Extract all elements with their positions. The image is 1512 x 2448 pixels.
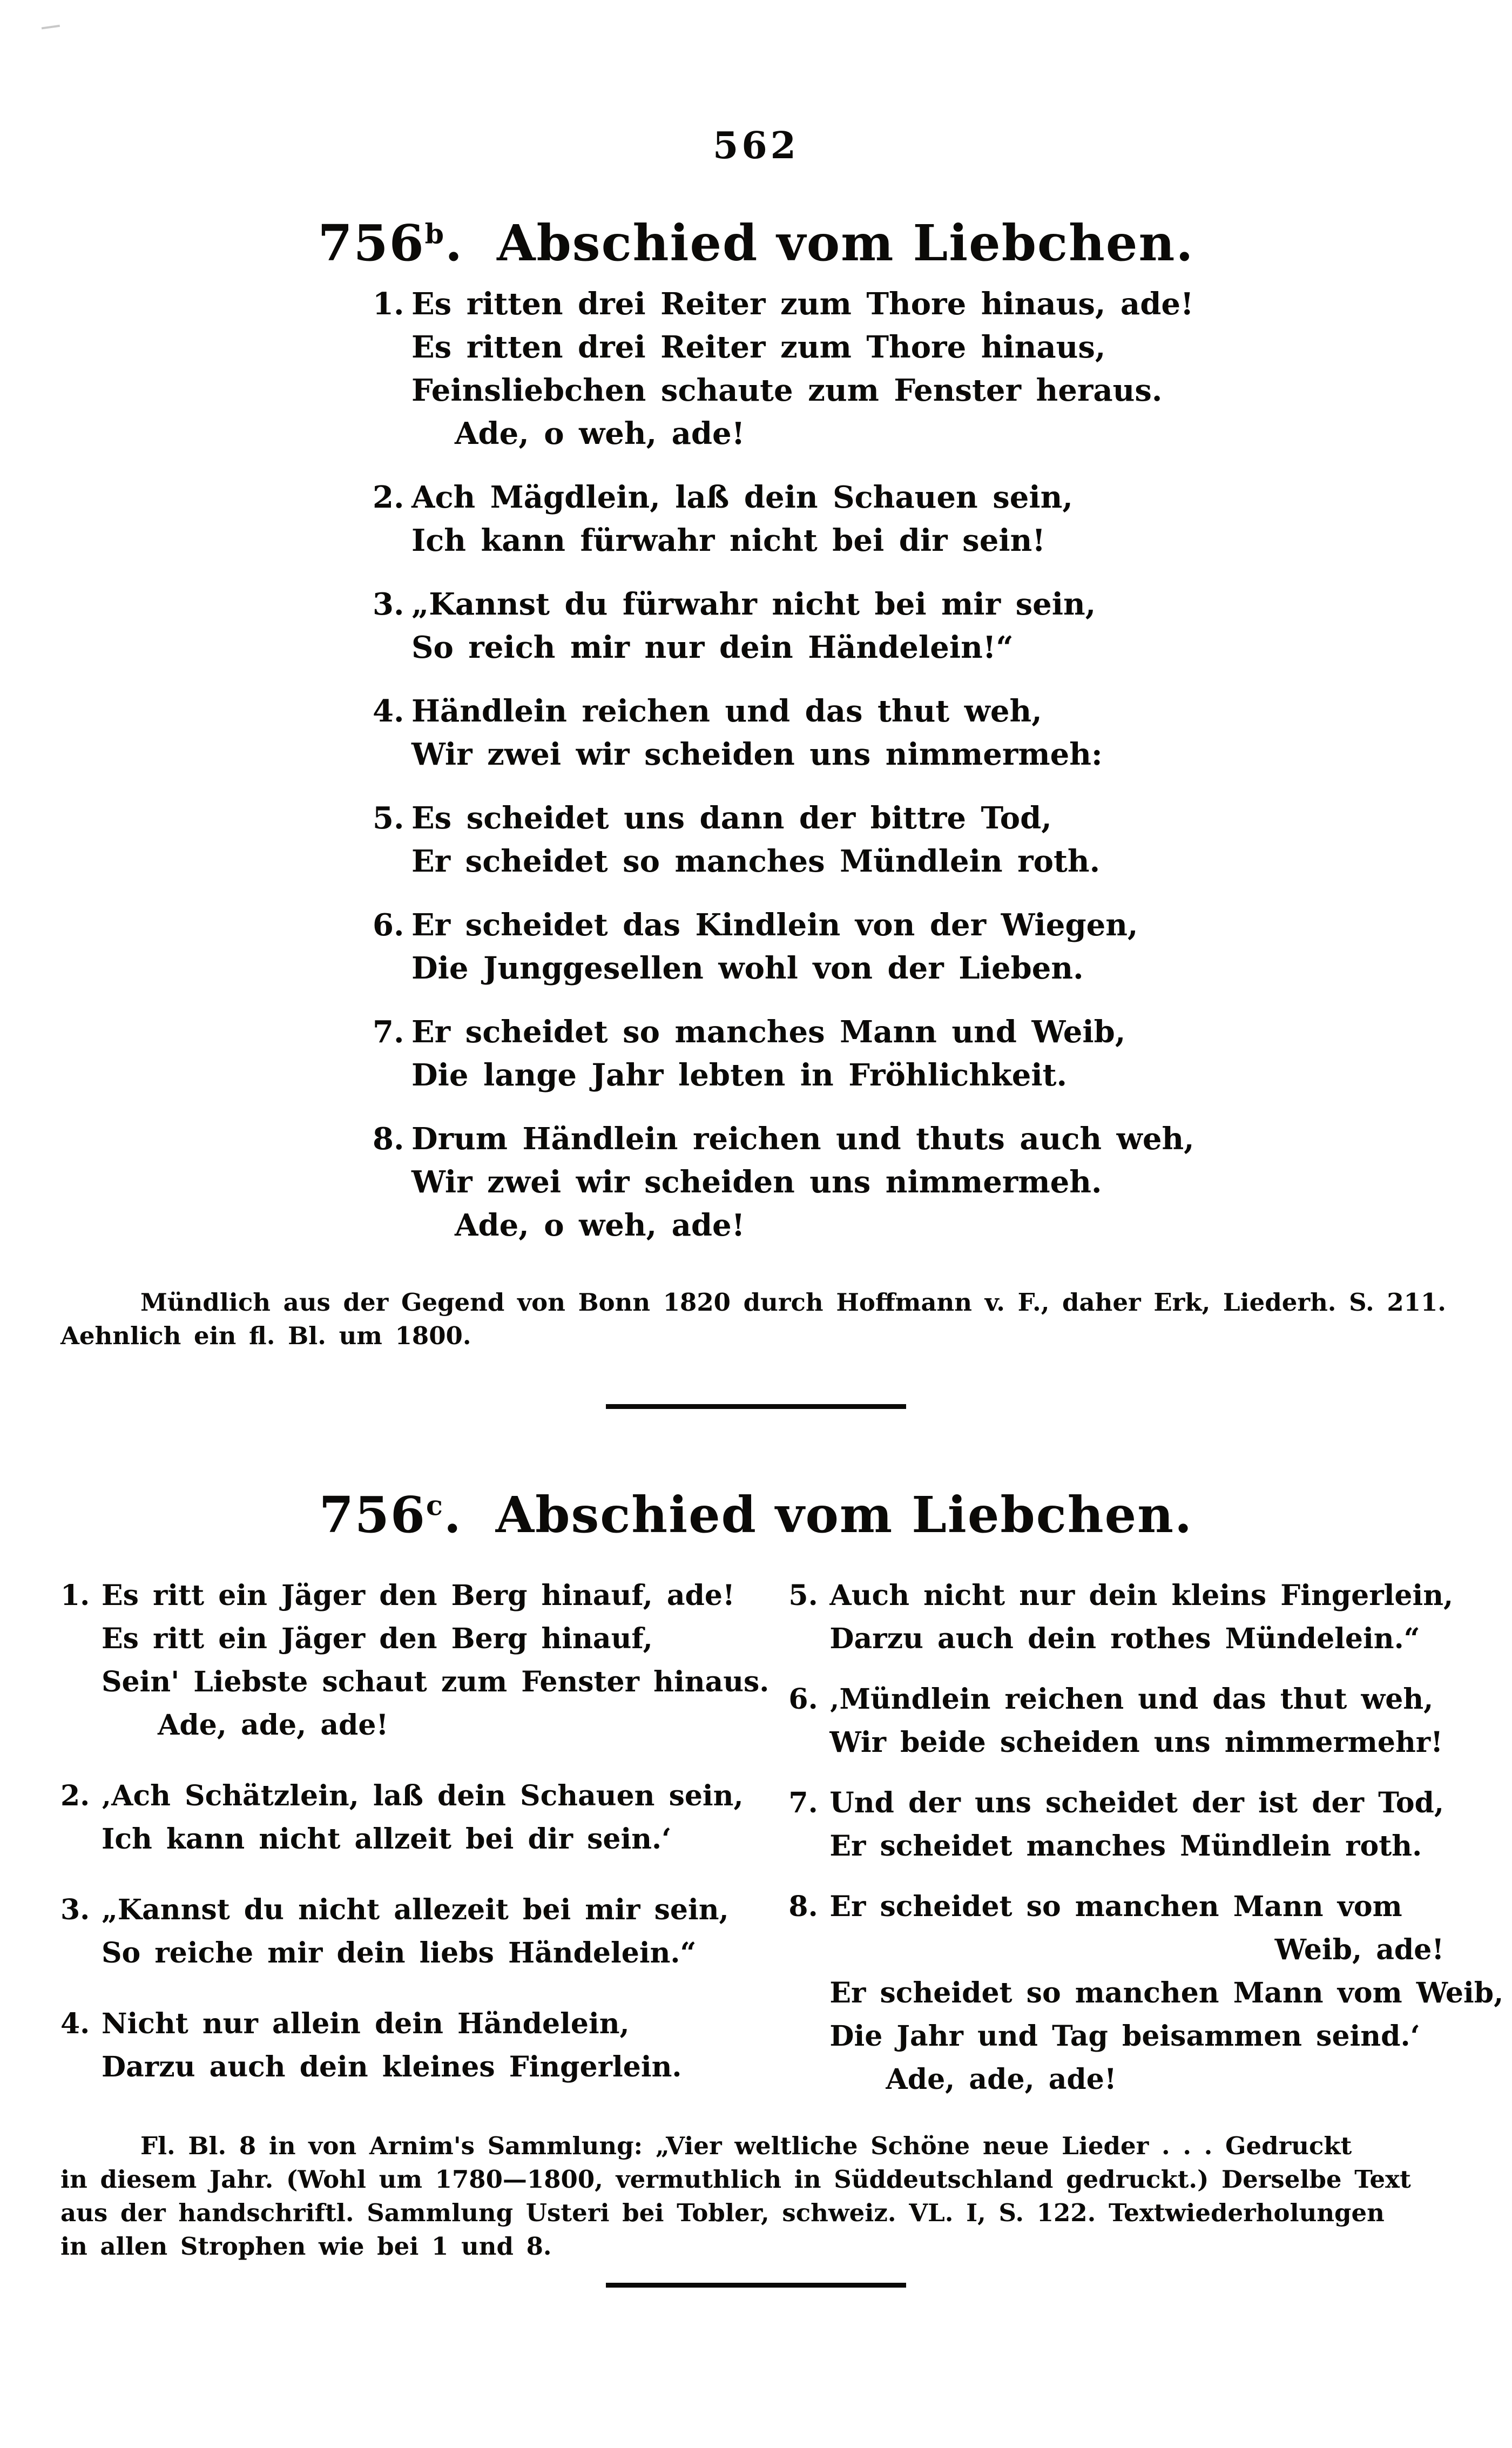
- stanza-number: 3.: [60, 1893, 90, 1926]
- verse-line: Wir beide scheiden uns nimmermehr!: [829, 1726, 1443, 1759]
- refrain-line: Ade, o weh, ade!: [455, 1208, 745, 1243]
- verse-line: Es ritten drei Reiter zum Thore hinaus, ade!: [411, 286, 1194, 322]
- verse-line: Die lange Jahr lebten in Fröhlichkeit.: [411, 1057, 1068, 1093]
- verse-line: Ich kann nicht allzeit bei dir sein.‘: [102, 1823, 672, 1856]
- refrain-line: Ade, o weh, ade!: [455, 416, 745, 451]
- verse-line: Es ritten drei Reiter zum Thore hinaus,: [411, 329, 1106, 365]
- verse-line: Und der uns scheidet der ist der Tod,: [829, 1786, 1444, 1819]
- verse-line: Sein' Liebste schaut zum Fenster hinaus.: [102, 1665, 770, 1698]
- stanza-c1: [60, 1574, 769, 1747]
- verse-line: So reich mir nur dein Händelein!“: [411, 630, 1014, 665]
- verse-line: Es ritt ein Jäger den Berg hinauf, ade!: [102, 1579, 735, 1612]
- footnote-line: in allen Strophen wie bei 1 und 8.: [60, 2232, 552, 2261]
- section-divider: [606, 2283, 906, 2288]
- stanza-number: 3.: [373, 586, 404, 622]
- song-c-columns: [60, 1574, 1504, 2119]
- stanza-b2: [373, 476, 1512, 562]
- verse-line: Die Junggesellen wohl von der Lieben.: [411, 950, 1084, 986]
- verse-line: Wir zwei wir scheiden uns nimmermeh:: [411, 737, 1103, 772]
- verse-line: Er scheidet so manches Mann und Weib,: [411, 1014, 1126, 1050]
- footnote-line: Mündlich aus der Gegend von Bonn 1820 durch Hoffmann v. F., daher Erk, Liederh. S. 211.: [140, 1288, 1446, 1317]
- song-c-sup: c: [426, 1489, 444, 1522]
- stanza-number: 1.: [373, 286, 404, 322]
- verse-line: Nicht nur allein dein Händelein,: [102, 2007, 630, 2040]
- stanza-c7: [788, 1782, 1503, 1868]
- verse-line: Feinsliebchen schaute zum Fenster heraus.: [411, 373, 1163, 408]
- verse-line: Ich kann fürwahr nicht bei dir sein!: [411, 523, 1045, 558]
- verse-line: ‚Mündlein reichen und das thut weh,: [829, 1683, 1434, 1716]
- stanza-b4: [373, 690, 1512, 776]
- verse-line: Auch nicht nur dein kleins Fingerlein,: [829, 1579, 1454, 1612]
- section-divider: [606, 1404, 906, 1409]
- stanza-c5: [788, 1574, 1503, 1661]
- refrain-line: Ade, ade, ade!: [158, 1709, 389, 1742]
- song-c-number: 756: [319, 1486, 426, 1544]
- stanza-number: 7.: [788, 1786, 818, 1819]
- song-b-number: 756: [318, 214, 425, 272]
- refrain-line: Ade, ade, ade!: [886, 2063, 1117, 2096]
- stanza-c4: [60, 2002, 769, 2089]
- verse-line: Er scheidet so manches Mündlein roth.: [411, 844, 1101, 879]
- stanza-c3: [60, 1889, 769, 1975]
- verse-line: Er scheidet manches Mündlein roth.: [829, 1830, 1422, 1863]
- stanza-c2: [60, 1775, 769, 1861]
- stanza-c8: [788, 1885, 1503, 2101]
- stanza-b5: [373, 797, 1512, 883]
- song-b-name: Abschied vom Liebchen.: [497, 214, 1194, 272]
- column-left: [60, 1574, 769, 2119]
- page-number: 562: [713, 124, 799, 167]
- stanza-b6: [373, 903, 1512, 990]
- verse-line: Händlein reichen und das thut weh,: [411, 693, 1042, 729]
- song-c-sep: .: [443, 1486, 462, 1544]
- song-b-sup: b: [424, 217, 446, 250]
- song-c-title: [0, 1485, 1512, 1545]
- verse-line: Darzu auch dein rothes Mündelein.“: [829, 1622, 1420, 1655]
- footnote-line: aus der handschriftl. Sammlung Usteri bei Tobler, schweiz. VL. I, S. 122. Textwiederholungen: [60, 2199, 1385, 2227]
- song-c-name: Abschied vom Liebchen.: [495, 1486, 1193, 1544]
- verse-line-wrap: Weib, ade!: [1274, 1933, 1444, 1966]
- stanza-number: 6.: [788, 1683, 818, 1716]
- verse-line: Es scheidet uns dann der bittre Tod,: [411, 800, 1052, 836]
- verse-line: Drum Händlein reichen und thuts auch weh,: [411, 1121, 1194, 1157]
- stanza-b8: [373, 1117, 1512, 1247]
- verse-line: ‚Ach Schätzlein, laß dein Schauen sein,: [102, 1779, 744, 1812]
- stanza-number: 8.: [788, 1890, 818, 1923]
- stanza-number: 8.: [373, 1121, 404, 1157]
- verse-line: Darzu auch dein kleines Fingerlein.: [102, 2051, 682, 2083]
- verse-line: „Kannst du fürwahr nicht bei mir sein,: [411, 586, 1096, 622]
- stanza-c6: [788, 1678, 1503, 1764]
- footnote-line: Aehnlich ein fl. Bl. um 1800.: [60, 1321, 471, 1350]
- verse-line: Ach Mägdlein, laß dein Schauen sein,: [411, 480, 1073, 515]
- song-c-footnote: [60, 2129, 1463, 2263]
- stanza-number: 2.: [373, 480, 404, 515]
- column-right: [788, 1574, 1503, 2119]
- stanza-number: 4.: [373, 693, 404, 729]
- verse-line: Er scheidet so manchen Mann vom Weib,: [829, 1977, 1504, 2009]
- stanza-b7: [373, 1010, 1512, 1097]
- scan-artifact: [42, 25, 61, 38]
- verse-line: Die Jahr und Tag beisammen seind.‘: [829, 2020, 1420, 2053]
- verse-line: So reiche mir dein liebs Händelein.“: [102, 1937, 697, 1970]
- verse-line: Wir zwei wir scheiden uns nimmermeh.: [411, 1164, 1102, 1200]
- footnote-line: in diesem Jahr. (Wohl um 1780—1800, vermuthlich in Süddeutschland gedruckt.) Derselbe Text: [60, 2165, 1411, 2194]
- verse-line: „Kannst du nicht allezeit bei mir sein,: [102, 1893, 729, 1926]
- stanza-number: 2.: [60, 1779, 90, 1812]
- footnote-line: Fl. Bl. 8 in von Arnim's Sammlung: „Vier weltliche Schöne neue Lieder . . . Gedruckt: [140, 2132, 1352, 2160]
- verse-line: Er scheidet so manchen Mann vom: [829, 1890, 1402, 1923]
- stanza-number: 1.: [60, 1579, 90, 1612]
- stanza-b1: [373, 282, 1512, 455]
- song-b-sep: .: [445, 214, 464, 272]
- stanza-b3: [373, 583, 1512, 669]
- song-b-stanzas: [373, 282, 1512, 1247]
- stanza-number: 7.: [373, 1014, 404, 1050]
- verse-line: Es ritt ein Jäger den Berg hinauf,: [102, 1622, 653, 1655]
- stanza-number: 6.: [373, 907, 404, 943]
- song-b-title: [0, 213, 1512, 273]
- stanza-number: 5.: [788, 1579, 818, 1612]
- stanza-number: 5.: [373, 800, 404, 836]
- stanza-number: 4.: [60, 2007, 90, 2040]
- verse-line: Er scheidet das Kindlein von der Wiegen,: [411, 907, 1138, 943]
- song-b-footnote: [60, 1286, 1463, 1353]
